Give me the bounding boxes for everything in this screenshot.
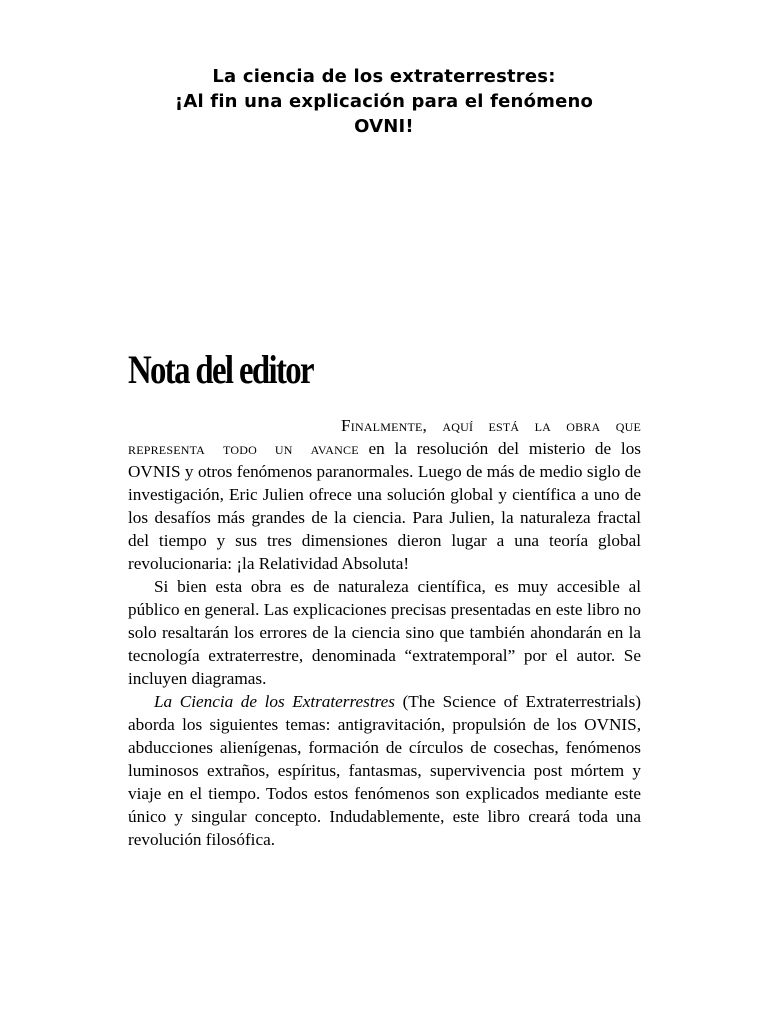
book-title-line-1: La ciencia de los extraterrestres: bbox=[212, 66, 556, 87]
paragraph-1-lead: Finalmente, aquí está la obra que representa todo un avance bbox=[128, 416, 641, 458]
paragraph-1 bbox=[128, 414, 641, 575]
book-title bbox=[128, 64, 640, 139]
paragraph-2: Si bien esta obra es de naturaleza científica, es muy accesible al público en general. Las explicaciones precisas presentadas en este libro no solo resaltarán los errores de la ciencia sino que también ahondarán en la tecnología extraterrestre, denominada “extratemporal” por el autor. Se incluyen diagramas. bbox=[128, 577, 641, 688]
paragraph-3 bbox=[128, 690, 641, 851]
editor-note-body bbox=[128, 414, 641, 851]
paragraph-3-rest: (The Science of Extraterrestrials) aborda los siguientes temas: antigravitación, propulsión de los OVNIS, abducciones alienígenas, formación de círculos de cosechas, fenómenos luminosos extraños, espíritus, fantasmas, supervivencia post mórtem y viaje en el tiempo. Todos estos fenómenos son explicados mediante este único y singular concepto. Indudablemente, este libro creará toda una revolución filosófica. bbox=[128, 692, 641, 849]
paragraph-3-book-title: La Ciencia de los Extraterrestres bbox=[154, 692, 395, 711]
book-title-line-2: ¡Al fin una explicación para el fenómeno bbox=[174, 91, 594, 112]
section-heading: Nota del editor bbox=[128, 347, 313, 392]
book-title-line-3: OVNI! bbox=[354, 116, 414, 137]
paragraph-1-rest: en la resolución del misterio de los OVNIS y otros fenómenos paranormales. Luego de más de medio siglo de investigación, Eric Julien ofrece una solución global y científica a uno de los desafíos más grandes de la ciencia. Para Julien, la naturaleza fractal del tiempo y sus tres dimensiones dieron lugar a una teoría global revolucionaria: ¡la Relatividad Absoluta! bbox=[128, 439, 641, 573]
